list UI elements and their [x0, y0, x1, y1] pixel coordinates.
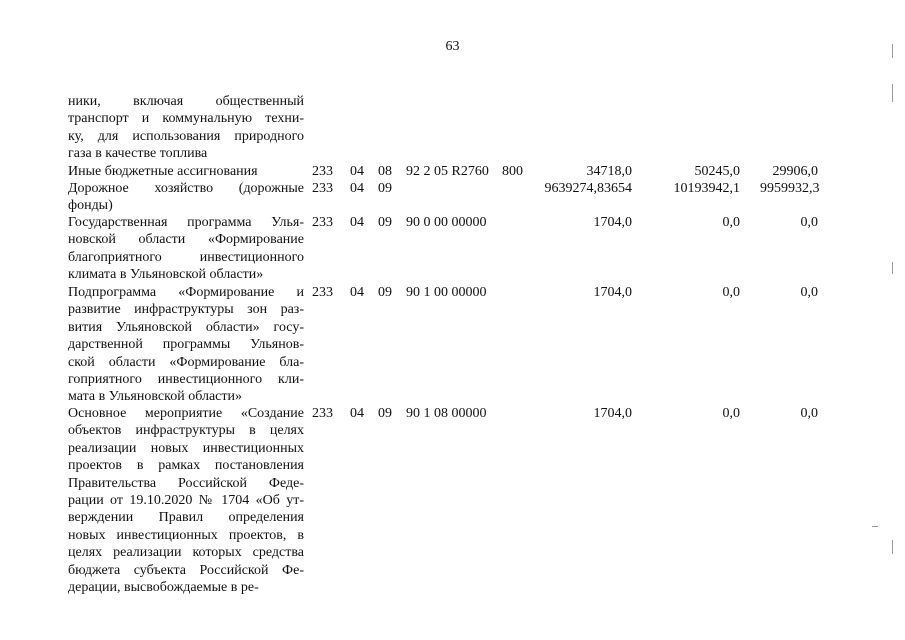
cell-razdel: 04 [350, 285, 364, 300]
cell-sum-year-1: 9639274,83654 [544, 181, 632, 196]
cell-sum-year-2: 0,0 [722, 406, 740, 421]
cell-sum-year-1: 34718,0 [586, 164, 632, 179]
description-line: целях реализации которых средства [68, 545, 304, 561]
description-line: объектов инфраструктуры в целях [68, 423, 304, 439]
row-description [68, 163, 304, 180]
description-line: ку, для использования природного [68, 128, 304, 144]
cell-vedomstvo: 233 [312, 285, 333, 300]
scan-mark [872, 526, 878, 527]
cell-podrazdel: 09 [378, 285, 392, 300]
cell-sum-year-3: 0,0 [800, 406, 818, 421]
cell-razdel: 04 [350, 406, 364, 421]
description-line: Подпрограмма «Формирование и [68, 285, 304, 300]
description-line: новых инвестиционных проектов, в [68, 527, 304, 543]
description-line: реализации новых инвестиционных [68, 440, 304, 456]
cell-sum-year-3: 0,0 [800, 285, 818, 300]
cell-vedomstvo: 233 [312, 406, 333, 421]
cell-sum-year-3: 0,0 [800, 215, 818, 230]
description-line: Дорожное хозяйство (дорожные [68, 181, 304, 196]
description-line: проектов в рамках постановления [68, 458, 304, 474]
cell-sum-year-2: 10193942,1 [673, 181, 740, 196]
description-line: дерации, высвобождаемые в ре- [68, 580, 259, 596]
description-line: газа в качестве топлива [68, 146, 208, 162]
description-line: транспорт и коммунальную техни- [68, 111, 304, 127]
cell-razdel: 04 [350, 215, 364, 230]
cell-celevaya-statya: 90 0 00 00000 [406, 215, 487, 230]
description-line: гоприятного инвестиционного кли- [68, 372, 304, 388]
description-line: благоприятного инвестиционного [68, 249, 304, 265]
description-line: развитие инфраструктуры зон раз- [68, 302, 304, 318]
row-description [68, 93, 304, 163]
cell-celevaya-statya: 92 2 05 R2760 [406, 164, 489, 179]
cell-celevaya-statya: 90 1 08 00000 [406, 406, 487, 421]
row-description [68, 284, 304, 406]
cell-razdel: 04 [350, 181, 364, 196]
cell-vedomstvo: 233 [312, 181, 333, 196]
description-line: климата в Ульяновской области» [68, 267, 264, 283]
description-line: Правительства Российской Феде- [68, 475, 304, 491]
description-line: дарственной программы Ульянов- [68, 337, 304, 353]
page-number: 63 [445, 39, 460, 54]
cell-vid-rashodov: 800 [502, 164, 523, 179]
cell-sum-year-1: 1704,0 [593, 285, 632, 300]
cell-vedomstvo: 233 [312, 164, 333, 179]
scan-mark [892, 84, 893, 102]
description-line: Основное мероприятие «Создание [68, 406, 304, 421]
description-line: фонды) [68, 198, 113, 214]
cell-sum-year-2: 0,0 [722, 285, 740, 300]
cell-razdel: 04 [350, 164, 364, 179]
cell-sum-year-1: 1704,0 [593, 406, 632, 421]
row-description [68, 214, 304, 284]
cell-sum-year-3: 9959932,3 [760, 181, 820, 196]
cell-sum-year-1: 1704,0 [593, 215, 632, 230]
cell-celevaya-statya: 90 1 00 00000 [406, 285, 487, 300]
cell-sum-year-3: 29906,0 [772, 164, 818, 179]
cell-podrazdel: 08 [378, 164, 392, 179]
cell-podrazdel: 09 [378, 406, 392, 421]
description-line: новской области «Формирование [68, 232, 304, 248]
row-description [68, 405, 304, 596]
cell-podrazdel: 09 [378, 215, 392, 230]
description-line: Государственная программа Улья- [68, 215, 304, 230]
description-line: ники, включая общественный [68, 94, 304, 109]
description-line: бюджета субъекта Российской Фе- [68, 562, 304, 578]
description-line: Иные бюджетные ассигнования [68, 164, 258, 179]
description-line: вития Ульяновской области» госу- [68, 319, 304, 335]
scan-mark [892, 44, 893, 58]
row-description [68, 180, 304, 215]
scan-mark [892, 540, 893, 554]
description-line: ской области «Формирование бла- [68, 354, 304, 370]
cell-vedomstvo: 233 [312, 215, 333, 230]
description-line: верждении Правил определения [68, 510, 304, 526]
cell-podrazdel: 09 [378, 181, 392, 196]
description-line: мата в Ульяновской области» [68, 389, 242, 405]
scan-mark [892, 262, 893, 274]
description-line: рации от 19.10.2020 № 1704 «Об ут- [68, 493, 304, 509]
cell-sum-year-2: 50245,0 [694, 164, 740, 179]
cell-sum-year-2: 0,0 [722, 215, 740, 230]
